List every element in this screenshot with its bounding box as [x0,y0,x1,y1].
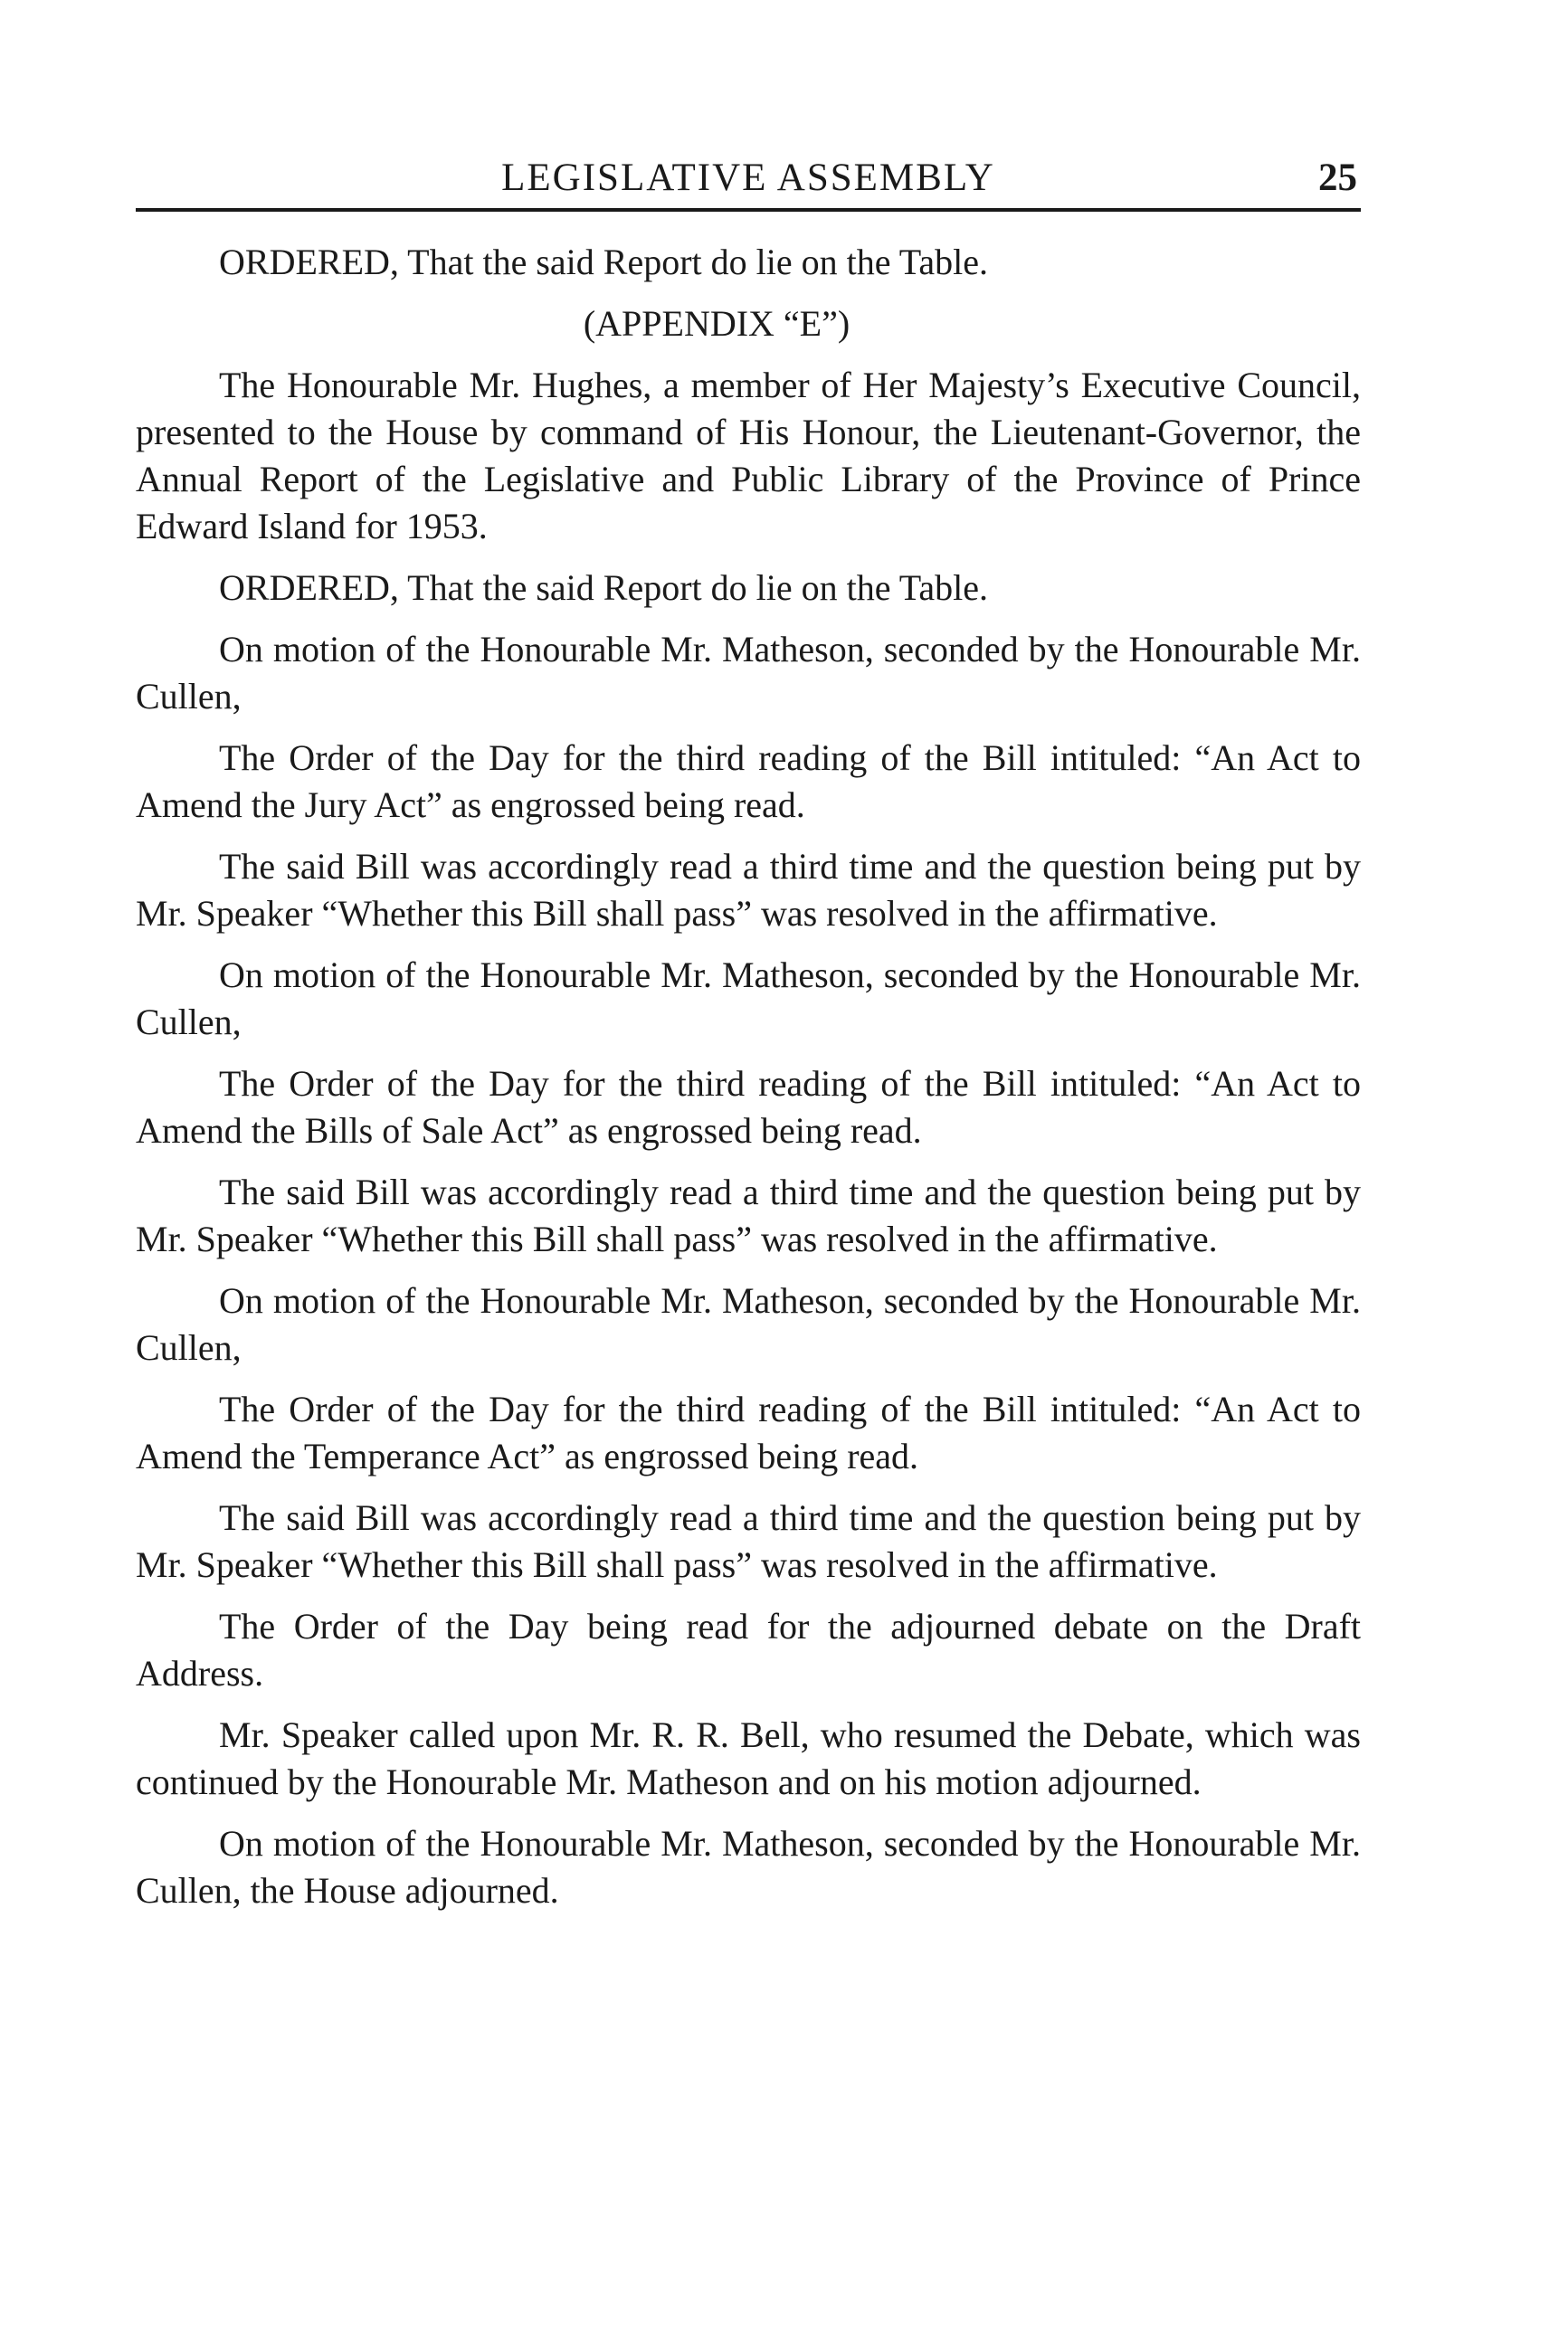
paragraph-order-of-day: The Order of the Day for the third reading of the Bill intituled: “An Act to Amend the Jury Act” as engrossed being read. [136,737,1361,825]
paragraph-order-of-day: The Order of the Day for the third reading of the Bill intituled: “An Act to Amend the Bills of Sale Act” as engrossed being read. [136,1063,1361,1151]
paragraph-bill-read: The said Bill was accordingly read a third time and the question being put by Mr. Speaker “Whether this Bill shall pass” was resolved in the affirmative. [136,1497,1361,1585]
paragraph-speaker-called: Mr. Speaker called upon Mr. R. R. Bell, who resumed the Debate, which was continued by the Honourable Mr. Matheson and on his motion adjourned. [136,1714,1361,1802]
body-text [136,239,1361,1914]
paragraph-house-adjourned: On motion of the Honourable Mr. Matheson, seconded by the Honourable Mr. Cullen, the House adjourned. [136,1823,1361,1911]
paragraph-motion: On motion of the Honourable Mr. Matheson, seconded by the Honourable Mr. Cullen, [136,954,1361,1042]
running-title: LEGISLATIVE ASSEMBLY [501,157,995,199]
paragraph-library-report: The Honourable Mr. Hughes, a member of Her Majesty’s Executive Council, presented to the House by command of His Honour, the Lieutenant-Governor, the Annual Report of the Legislative and Public Library of the Province of Prince Edward Island for 1953. [136,365,1361,546]
paragraph-bill-read: The said Bill was accordingly read a third time and the question being put by Mr. Speaker “Whether this Bill shall pass” was resolved in the affirmative. [136,1172,1361,1259]
paragraph-motion: On motion of the Honourable Mr. Matheson, seconded by the Honourable Mr. Cullen, [136,1280,1361,1368]
paragraph-ordered-table: ORDERED, That the said Report do lie on the Table. [219,242,989,282]
appendix-heading: (APPENDIX “E”) [583,303,851,344]
document-page [136,154,1361,1929]
paragraph-adjourned-debate: The Order of the Day being read for the adjourned debate on the Draft Address. [136,1606,1361,1694]
paragraph-ordered-table: ORDERED, That the said Report do lie on the Table. [219,567,989,608]
paragraph-order-of-day: The Order of the Day for the third reading of the Bill intituled: “An Act to Amend the Temperance Act” as engrossed being read. [136,1389,1361,1476]
page-header [136,154,1361,212]
paragraph-motion: On motion of the Honourable Mr. Matheson, seconded by the Honourable Mr. Cullen, [136,629,1361,717]
paragraph-bill-read: The said Bill was accordingly read a third time and the question being put by Mr. Speaker “Whether this Bill shall pass” was resolved in the affirmative. [136,846,1361,934]
page-number: 25 [1318,157,1357,199]
